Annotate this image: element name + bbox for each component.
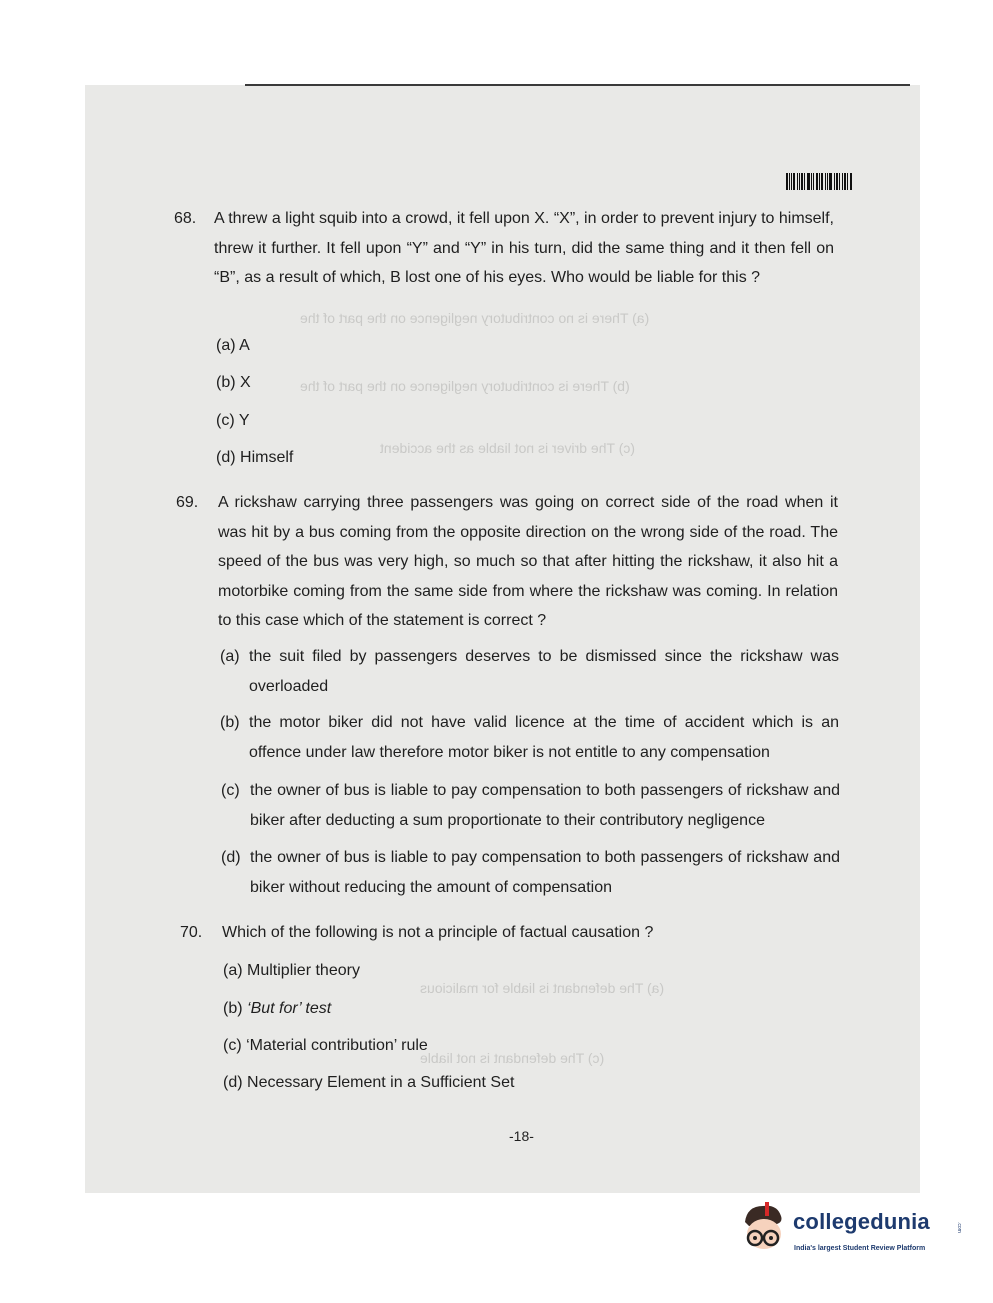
option-label: (b): [223, 1000, 243, 1017]
option-b: [223, 994, 331, 1024]
option-c: [216, 406, 249, 436]
question-text: Which of the following is not a principle of factual causation ?: [222, 924, 654, 941]
brand-tagline: India's largest Student Review Platform: [794, 1245, 926, 1252]
option-text: Y: [238, 412, 250, 429]
option-d: [221, 843, 841, 903]
option-label: (d): [223, 1074, 243, 1091]
page-number: -18-: [509, 1128, 534, 1144]
option-text: ‘But for’ test: [247, 1000, 332, 1017]
brand-domain: .com: [956, 1222, 962, 1233]
option-text: X: [240, 374, 251, 391]
option-c: [221, 776, 841, 836]
option-c: [223, 1031, 428, 1061]
question-number: 69.: [176, 494, 199, 511]
option-a: [220, 642, 840, 702]
option-text: the owner of bus is liable to pay compensation to both passengers of rickshaw and biker without reducing the amount of compensation: [250, 849, 840, 896]
option-label: (c): [221, 782, 240, 799]
option-text: the suit filed by passengers deserves to be dismissed since the rickshaw was overloaded: [249, 648, 839, 695]
option-b: [216, 368, 251, 398]
option-label: (b): [216, 374, 236, 391]
bleed-through: (c) The driver is not liable as the accident: [380, 440, 635, 456]
option-label: (b): [220, 714, 240, 731]
option-d: [216, 443, 293, 473]
header-rule: [245, 84, 910, 86]
brand-name: collegedunia: [793, 1209, 930, 1234]
option-a: [216, 331, 250, 361]
option-label: (d): [216, 449, 236, 466]
bleed-through: (b) There is contributory negligence on the part of the: [300, 378, 630, 394]
barcode: [786, 173, 867, 190]
option-label: (d): [221, 849, 241, 866]
question-text: A threw a light squib into a crowd, it fell upon X. “X”, in order to prevent injury to himself, threw it further. It fell upon “Y” and “Y” in his turn, did the same thing and it then fell on “B”, as a result of which, B lost one of his eyes. Who would be liable for this ?: [214, 210, 834, 286]
option-text: the owner of bus is liable to pay compensation to both passengers of rickshaw and biker after deducting a sum proportionate to their contributory negligence: [250, 782, 840, 829]
option-label: (a): [223, 962, 243, 979]
option-d: [223, 1068, 514, 1098]
mascot-icon: [737, 1198, 793, 1260]
collegedunia-logo: [737, 1198, 967, 1264]
option-a: [223, 956, 360, 986]
bleed-through: (c) The defendant is not liable: [420, 1050, 605, 1066]
option-text: Multiplier theory: [247, 962, 360, 979]
option-text: Himself: [240, 449, 294, 466]
option-label: (c): [223, 1037, 242, 1054]
question-number: 68.: [174, 210, 197, 227]
option-label: (a): [216, 337, 236, 354]
option-label: (c): [216, 412, 235, 429]
option-text: A: [239, 337, 250, 354]
bleed-through: (a) There is no contributory negligence on the part of the: [300, 310, 650, 326]
bleed-through: (a) The defendant is liable for malicious: [420, 980, 665, 996]
option-text: Necessary Element in a Sufficient Set: [247, 1074, 515, 1091]
option-label: (a): [220, 648, 240, 665]
option-text: ‘Material contribution’ rule: [246, 1037, 428, 1054]
question-text: A rickshaw carrying three passengers was going on correct side of the road when it was hit by a bus coming from the opposite direction on the wrong side of the road. The speed of the bus was very high, so much so that after hitting the rickshaw, it also hit a motorbike coming from the same side from where the rickshaw was coming. In relation to this case which of the statement is correct ?: [218, 494, 838, 629]
option-b: [220, 708, 840, 768]
question-number: 70.: [180, 924, 203, 941]
option-text: the motor biker did not have valid licence at the time of accident which is an offence under law therefore motor biker is not entitle to any compensation: [249, 714, 839, 761]
